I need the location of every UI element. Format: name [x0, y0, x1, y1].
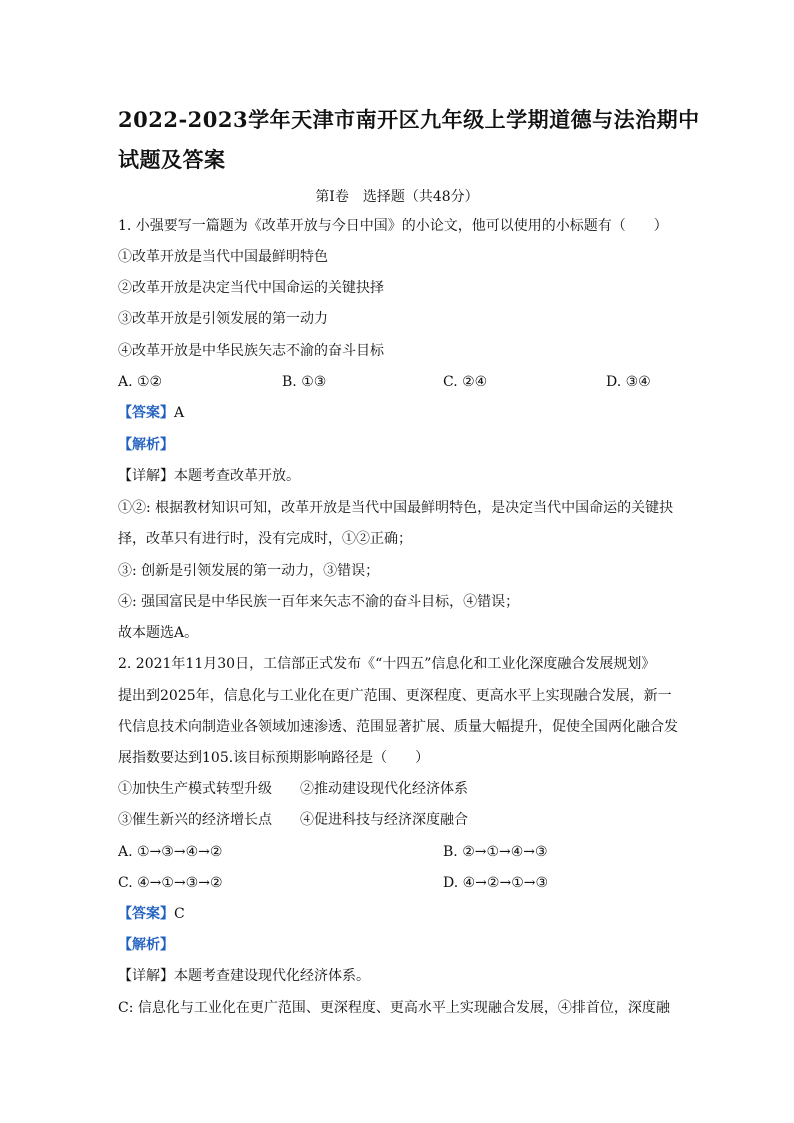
q2-stem-line-3: 代信息技术向制造业各领域加速渗透、范围显著扩展、质量大幅提升，促使全国两化融合发 [118, 719, 678, 735]
document-title-line-1: 2022-2023学年天津市南开区九年级上学期道德与法治期中 [118, 107, 700, 132]
answer-value: C [174, 906, 185, 922]
q1-explanation-4: ④: 强国富民是中华民族一百年来矢志不渝的奋斗目标，④错误； [118, 594, 520, 610]
q2-stem-line-4: 展指数要达到105.该目标预期影响路径是（ ） [118, 750, 430, 766]
q2-answer [118, 905, 185, 923]
q1-stem: 1. 小强要写一篇题为《改革开放与今日中国》的小论文，他可以使用的小标题有（ ） [118, 218, 668, 234]
q2-explanation-1: C: 信息化与工业化在更广范围、更深程度、更高水平上实现融合发展，④排首位，深度融 [118, 1000, 670, 1016]
q1-explanation-1: ①②: 根据教材知识可知，改革开放是当代中国最鲜明特色，是决定当代中国命运的关键抉 [118, 500, 674, 516]
section-heading: 第Ⅰ卷 选择题（共48分） [315, 189, 479, 205]
q1-analysis-tag: 【解析】 [118, 437, 174, 453]
q1-option-d: D. ③④ [606, 374, 651, 390]
answer-tag: 【答案】 [118, 906, 174, 922]
q1-detail: 【详解】本题考查改革开放。 [118, 468, 300, 484]
q1-item-3: ③改革开放是引领发展的第一动力 [118, 311, 328, 327]
q2-analysis-tag: 【解析】 [118, 937, 174, 953]
q2-option-a: A. ①→③→④→② [118, 844, 223, 860]
q1-conclusion: 故本题选A。 [118, 625, 199, 641]
q2-detail: 【详解】本题考查建设现代化经济体系。 [118, 968, 370, 984]
q1-item-1: ①改革开放是当代中国最鲜明特色 [118, 249, 328, 265]
q1-item-2: ②改革开放是决定当代中国命运的关键抉择 [118, 280, 384, 296]
q2-option-c: C. ④→①→③→② [118, 875, 223, 891]
document-title-line-2: 试题及答案 [118, 147, 226, 172]
q1-explanation-3: ③: 创新是引领发展的第一动力，③错误； [118, 563, 380, 579]
q1-option-b: B. ①③ [282, 374, 327, 390]
q1-option-a: A. ①② [118, 374, 163, 390]
answer-tag: 【答案】 [118, 405, 174, 421]
q2-stem-line-2: 提出到2025年，信息化与工业化在更广范围、更深程度、更高水平上实现融合发展，新一 [118, 688, 672, 704]
q1-item-4: ④改革开放是中华民族矢志不渝的奋斗目标 [118, 343, 384, 359]
q1-option-c: C. ②④ [443, 374, 488, 390]
q2-stem-line-1: 2. 2021年11月30日，工信部正式发布《“十四五”信息化和工业化深度融合发展规划》 [118, 656, 656, 672]
q2-items-line-1: ①加快生产模式转型升级 ②推动建设现代化经济体系 [118, 781, 468, 797]
q2-items-line-2: ③催生新兴的经济增长点 ④促进科技与经济深度融合 [118, 812, 468, 828]
answer-value: A [174, 405, 185, 421]
q1-explanation-2: 择，改革只有进行时，没有完成时，①②正确； [118, 531, 412, 547]
q2-option-b: B. ②→①→④→③ [443, 844, 548, 860]
q1-answer [118, 404, 184, 422]
q2-option-d: D. ④→②→①→③ [443, 875, 549, 891]
